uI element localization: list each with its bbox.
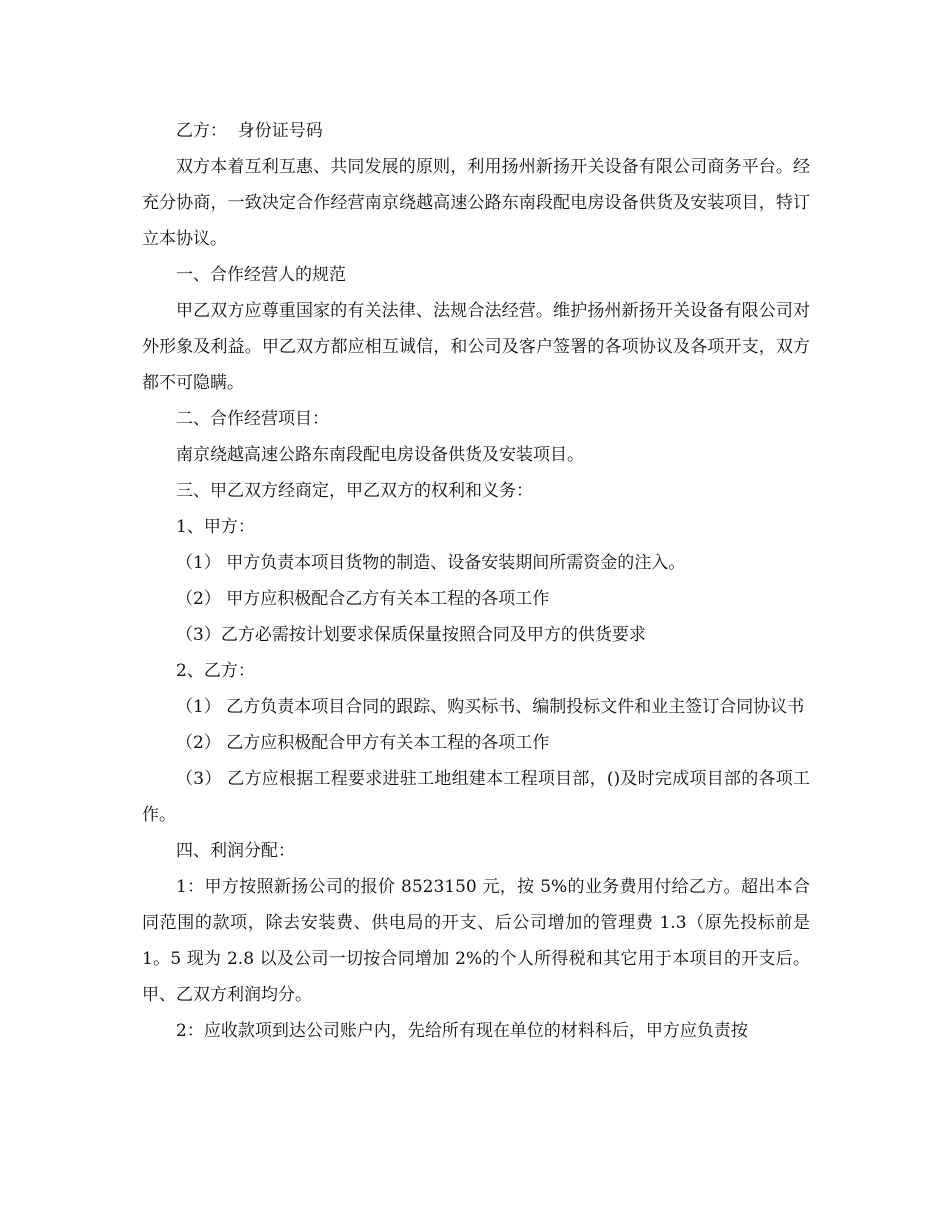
party-a-item-3: （3）乙方必需按计划要求保质保量按照合同及甲方的供货要求 [176, 625, 646, 645]
party-a-heading: 1、甲方： [176, 517, 255, 537]
party-a-item-2: （2） 甲方应积极配合乙方有关本工程的各项工作 [176, 589, 550, 609]
section-3-heading: 三、甲乙双方经商定，甲乙双方的权利和义务： [176, 481, 533, 501]
section-1-body: 甲乙双方应尊重国家的有关法律、法规合法经营。维护扬州新扬开关设备有限公司对外形象及利益。甲乙双方都应相互诚信，和公司及客户签署的各项协议及各项开支，双方都不可隐瞒。 [142, 301, 810, 393]
profit-clause-2: 2：应收款项到达公司账户内，先给所有现在单位的材料科后，甲方应负责按 [176, 1021, 748, 1041]
profit-clause-1: 1：甲方按照新扬公司的报价 8523150 元，按 5%的业务费用付给乙方。超出本合同范围的款项，除去安装费、供电局的开支、后公司增加的管理费 1.3（原先投标前是 1。5 现为 2.8 以及公司一切按合同增加 2%的个人所得税和其它用于本项目的开支后。甲、乙双方利润均分。 [142, 877, 816, 1005]
document-body [142, 113, 816, 1049]
section-4-heading: 四、利润分配： [176, 841, 295, 861]
party-a-item-1: （1） 甲方负责本项目货物的制造、设备安装期间所需资金的注入。 [176, 553, 686, 573]
party-b-item-1: （1） 乙方负责本项目合同的跟踪、购买标书、编制投标文件和业主签订合同协议书 [176, 697, 805, 717]
party-b-item-3: （3） 乙方应根据工程要求进驻工地组建本工程项目部，()及时完成项目部的各项工作。 [142, 769, 810, 825]
section-1-heading: 一、合作经营人的规范 [176, 265, 346, 285]
party-b-line: 乙方： 身份证号码 [176, 121, 323, 141]
party-b-heading: 2、乙方： [176, 661, 255, 681]
section-2-body: 南京绕越高速公路东南段配电房设备供货及安装项目。 [176, 445, 584, 465]
preamble-paragraph: 双方本着互利互惠、共同发展的原则，利用扬州新扬开关设备有限公司商务平台。经充分协商，一致决定合作经营南京绕越高速公路东南段配电房设备供货及安装项目，特订立本协议。 [142, 157, 810, 249]
section-2-heading: 二、合作经营项目： [176, 409, 329, 429]
party-b-item-2: （2） 乙方应积极配合甲方有关本工程的各项工作 [176, 733, 550, 753]
